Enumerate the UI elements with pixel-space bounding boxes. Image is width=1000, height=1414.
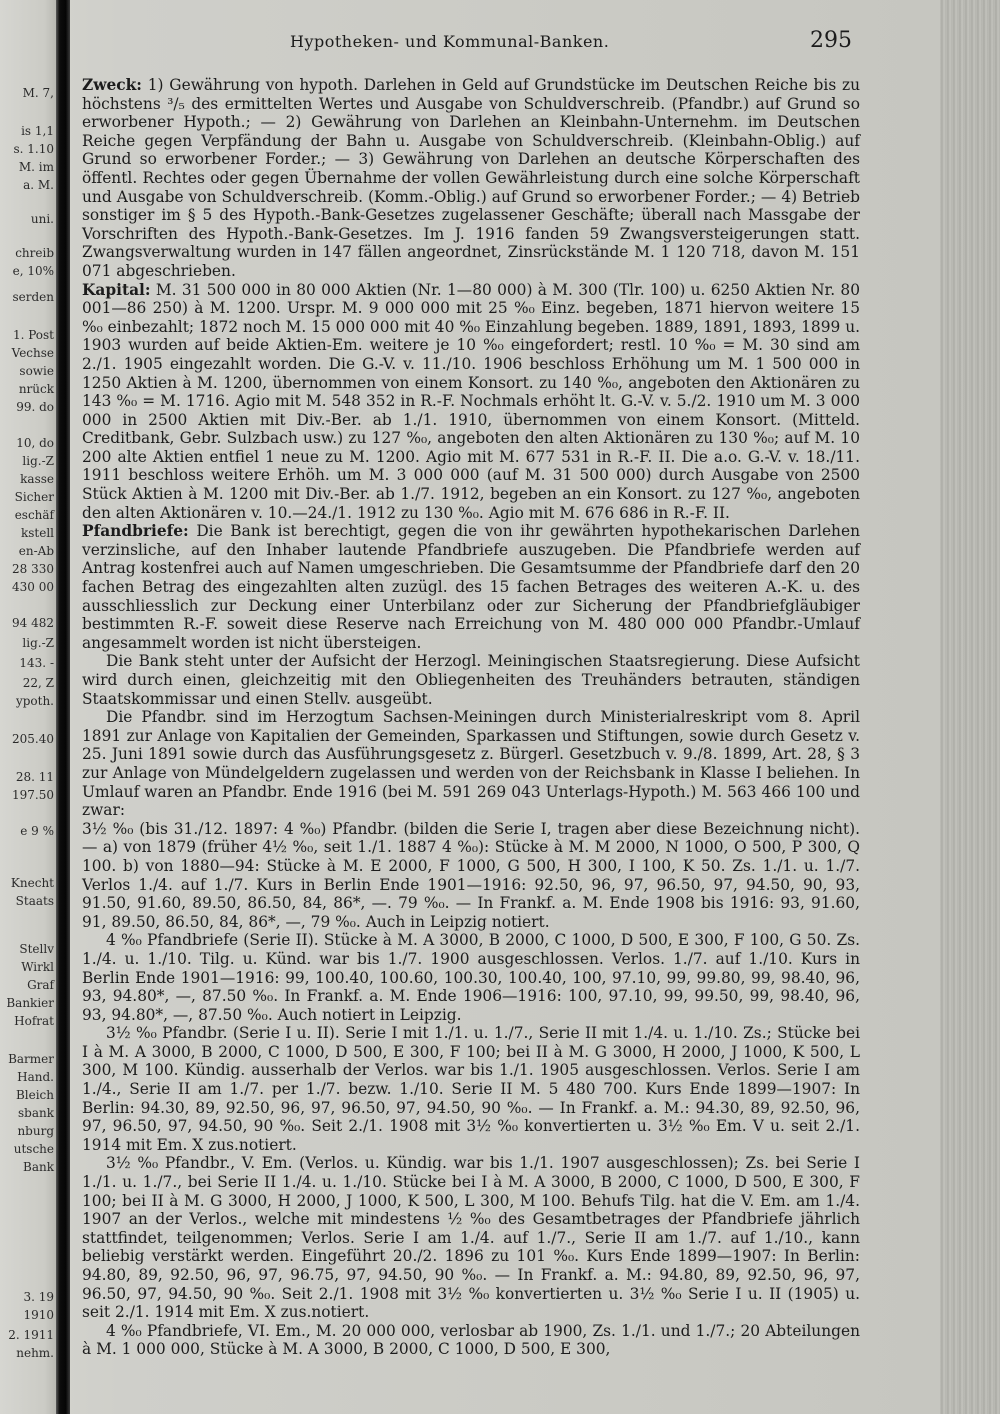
margin-fragment: a. M. <box>23 178 54 192</box>
margin-fragment: 94 482 <box>12 616 54 630</box>
paragraph-aufsicht: Die Bank steht unter der Aufsicht der Herzogl. Meiningischen Staatsregierung. Diese Aufsicht wird durch einen, gleichzeitig mit den Obliegenheiten des Treuhänders betrauten, ständigen Staatskommissar und einen Stellv. ausgeübt. <box>82 652 860 708</box>
margin-fragment: 197.50 <box>12 788 54 802</box>
margin-fragment: Bankier <box>6 996 54 1010</box>
margin-fragment: nehm. <box>16 1346 54 1360</box>
margin-fragment: 99. do <box>16 400 54 414</box>
page-number: 295 <box>810 28 852 53</box>
margin-fragment: Bleich <box>15 1088 54 1102</box>
margin-fragment: Vechse <box>11 346 54 360</box>
margin-fragment: Bank <box>23 1160 54 1174</box>
paragraph-mündelgeld: Die Pfandbr. sind im Herzogtum Sachsen-Meiningen durch Ministerialreskript vom 8. April 1891 zur Anlage von Kapitalien der Gemeinden, Sparkassen und Stiftungen, sowie durch Gesetz v. 25. Juni 1891 sowie durch das Ausführungsgesetz z. Bürgerl. Gesetzbuch v. 9./8. 1899, Art. 28, § 3 zur Anlage von Mündelgeldern zugelassen und werden von der Reichsbank in Klasse I beliehen. In Umlauf waren an Pfandbr. Ende 1916 (bei M. 591 269 043 Unterlags-Hypoth.) M. 563 466 100 und zwar: <box>82 708 860 820</box>
margin-fragment: Sicher <box>14 490 54 504</box>
margin-fragment: lig.-Z <box>22 454 54 468</box>
section-label: Kapital: <box>82 280 151 299</box>
paragraph-serie-i: 3½ %₀ (bis 31./12. 1897: 4 %₀) Pfandbr. (bilden die Serie I, tragen aber diese Bezeichnung nicht). — a) von 1879 (früher 4½ %₀, seit 1./1. 1887 4 %₀): Stücke à M. M 2000, N 1000, O 500, P 300, Q 100. b) von 1880—94: Stücke à M. E 2000, F 1000, G 500, H 300, I 100, K 50. Zs. 1./1. u. 1./7. Verlos 1./4. auf 1./7. Kurs in Berlin Ende 1901—1916: 92.50, 96, 97, 96.50, 97, 94.50, 90, 93, 91.50, 91.60, 89.50, 86.50, 84, 86*, —. 79 %₀. — In Frankf. a. M. Ende 1908 bis 1916: 93, 91.60, 91, 89.50, 86.50, 84, 86*, —, 79 %₀. Auch in Leipzig notiert. <box>82 819 860 931</box>
margin-fragment: s. 1.10 <box>13 142 54 156</box>
paragraph-pfandbriefe: Pfandbriefe: Die Bank ist berechtigt, gegen die von ihr gewährten hypothekarischen Darlehen verzinsliche, auf den Inhaber lautende Pfandbriefe auszugeben. Die Pfandbriefe werden auf Antrag kostenfrei auch auf Namen umgeschrieben. Die Gesamtsumme der Pfandbriefe darf den 20 fachen Betrag des eingezahlten alten zuzügl. des 15 fachen Betrages des weiteren A.-K. u. des ausschliesslich zur Deckung einer Unterbilanz oder zur Sicherung der Pfandbriefgläubiger bestimmten R.-F. soweit diese Reserve nach Erreichung von M. 480 000 000 Pfandbr.-Umlauf angesammelt worden ist nicht übersteigen. <box>82 522 860 652</box>
margin-fragment: en-Ab <box>18 544 54 558</box>
margin-fragment: chreib <box>15 246 54 260</box>
paragraph-serie-ii: 4 %₀ Pfandbriefe (Serie II). Stücke à M. A 3000, B 2000, C 1000, D 500, E 300, F 100, G 50. Zs. 1./4. u. 1./10. Tilg. u. Künd. war bis 1./7. 1900 ausgeschlossen. Verlos. 1./7. auf 1./10. Kurs in Berlin Ende 1901—1916: 99, 100.40, 100.60, 100.30, 100.40, 100, 97.10, 99, 99.80, 99, 98.40, 96, 93, 94.80*, —, 87.50 %₀. In Frankf. a. M. Ende 1906—1916: 100, 97.10, 99, 99.50, 99, 98.40, 96, 93, 94.80*, —, 87.50 %₀. Auch notiert in Leipzig. <box>82 931 860 1024</box>
margin-fragment: ypoth. <box>15 694 54 708</box>
margin-fragment: serden <box>12 290 54 304</box>
margin-fragment: 1910 <box>23 1308 54 1322</box>
margin-fragment: eschäf <box>14 508 54 522</box>
margin-fragment: 28. 11 <box>15 770 54 784</box>
running-head: Hypotheken- und Kommunal-Banken. <box>290 32 610 51</box>
margin-fragment: nburg <box>17 1124 54 1138</box>
margin-fragment: 1. Post <box>12 328 54 342</box>
section-label: Zweck: <box>82 76 142 94</box>
margin-fragment: 430 00 <box>12 580 54 594</box>
book-spine-shadow <box>56 0 70 1414</box>
margin-fragment: sbank <box>18 1106 54 1120</box>
margin-fragment: uni. <box>30 212 54 226</box>
margin-fragment: Barmer <box>8 1052 54 1066</box>
margin-fragment: Wirkl <box>21 960 54 974</box>
margin-fragment: 28 330 <box>12 562 54 576</box>
margin-fragment: Stellv <box>19 942 54 956</box>
margin-fragment: lig.-Z <box>22 636 54 650</box>
paragraph-kapital: Kapital: M. 31 500 000 in 80 000 Aktien (Nr. 1—80 000) à M. 300 (Tlr. 100) u. 6250 Aktien Nr. 80 001—86 250) à M. 1200. Urspr. M. 9 000 000 mit 25 %₀ Einz. begeben, 1871 hiervon weitere 15 %₀ einbezahlt; 1872 noch M. 15 000 000 mit 40 %₀ Einzahlung begeben. 1889, 1891, 1893, 1899 u. 1903 wurden auf beide Aktien-Em. weitere je 10 %₀ eingefordert; restl. 10 %₀ = M. 30 sind am 2./1. 1905 eingezahlt worden. Die G.-V. v. 11./10. 1906 beschloss Erhöhung um M. 1 500 000 in 1250 Aktien à M. 1200, übernommen von einem Konsort. zu 140 %₀, angeboten den Aktionären zu 143 %₀ = M. 1716. Agio mit M. 548 352 in R.-F. Nochmals erhöht lt. G.-V. v. 5./2. 1910 um M. 3 000 000 in 2500 Aktien mit Div.-Ber. ab 1./1. 1910, übernommen von einem Konsort. (Mitteld. Creditbank, Gebr. Sulzbach usw.) zu 127 %₀, angeboten den alten Aktionären zu 130 %₀; auf M. 10 200 alte Aktien entfiel 1 neue zu M. 1200. Agio mit M. 677 531 in R.-F. II. Die a.o. G.-V. v. 18./11. 1911 beschloss weitere Erhöh. um M. 3 000 000 (auf M. 31 500 000) durch Ausgabe von 2500 Stück Aktien à M. 1200 mit Div.-Ber. ab 1./7. 1912, begeben an ein Konsort. zu 127 %₀, angeboten den alten Aktionären v. 10.—24./1. 1912 zu 130 %₀. Agio mit M. 676 686 in R.-F. II. <box>82 280 861 522</box>
margin-fragment: sowie <box>19 364 54 378</box>
margin-fragment: kstell <box>20 526 54 540</box>
margin-fragment: 2. 1911 <box>8 1328 54 1342</box>
paragraph-serie-i-ii: 3½ %₀ Pfandbr. (Serie I u. II). Serie I mit 1./1. u. 1./7., Serie II mit 1./4. u. 1./10. Zs.; Stücke bei I à M. A 3000, B 2000, C 1000, D 500, E 300, F 100; bei II à M. G 3000, H 2000, J 1000, K 500, L 300, M 100. Kündig. ausserhalb der Verlos. war bis 1./1. 1905 ausgeschlossen. Verlos. Serie I am 1./4., Serie II am 1./7. per 1./7. bezw. 1./10. Serie II M. 5 480 700. Kurs Ende 1899—1907: In Berlin: 94.30, 89, 92.50, 96, 97, 96.50, 97, 94.50, 90 %₀. — In Frankf. a. M.: 94.30, 89, 92.50, 96, 97, 96.50, 97, 94.50, 90 %₀. Seit 2./1. 1908 mit 3½ %₀ konvertierten u. 3½ %₀ Em. V u. seit 2./1. 1914 mit Em. X zus.notiert. <box>82 1024 860 1154</box>
paragraph-v-em: 3½ %₀ Pfandbr., V. Em. (Verlos. u. Kündig. war bis 1./1. 1907 ausgeschlossen); Zs. bei Serie I 1./1. u. 1./7., bei Serie II 1./4. u. 1./10. Stücke bei I à M. A 3000, B 2000, C 1000, D 500, E 300, F 100; bei II à M. G 3000, H 2000, J 1000, K 500, L 300, M 100. Behufs Tilg. hat die V. Em. am 1./4. 1907 an der Verlos., welche mit mindestens ½ %₀ des Gesamtbetrages der Pfandbriefe jährlich stattfindet, teilgenommen; Verlos. Serie I am 1./4. auf 1./7., Serie II am 1./7. auf 1./10., kann beliebig verstärkt werden. Eingeführt 20./2. 1896 zu 101 %₀. Kurs Ende 1899—1907: In Berlin: 94.80, 89, 92.50, 96, 97, 96.75, 97, 94.50, 90 %₀. — In Frankf. a. M.: 94.80, 89, 92.50, 96, 97, 96.50, 97, 94.50, 90 %₀. Seit 2./1. 1908 mit 3½ %₀ konvertierten u. 3½ %₀ Serie I u. II (1905) u. seit 2./1. 1914 mit Em. X zus.notiert. <box>82 1154 860 1322</box>
margin-fragment: is 1,1 <box>21 124 54 138</box>
margin-fragment: 10, do <box>16 436 54 450</box>
margin-fragment: Staats <box>15 894 54 908</box>
section-label: Pfandbriefe: <box>82 522 189 541</box>
margin-fragment: 22, Z <box>22 676 54 690</box>
margin-fragment: 143. - <box>19 656 54 670</box>
margin-fragment: 3. 19 <box>23 1290 54 1304</box>
margin-fragment: Hand. <box>17 1070 54 1084</box>
page-header <box>80 30 860 54</box>
margin-fragment: M. im <box>18 160 54 174</box>
body-text <box>82 76 860 1359</box>
page-edge <box>940 0 1000 1414</box>
paragraph-zweck: Zweck: 1) Gewährung von hypoth. Darlehen in Geld auf Grundstücke im Deutschen Reiche bis zu höchstens ³/₅ des ermittelten Wertes und Ausgabe von Schuldverschreib. (Pfandbr.) auf Grund so erworbener Hypoth.; — 2) Gewährung von Darlehen an Kleinbahn-Unternehm. im Deutschen Reiche gegen Verpfändung der Bahn u. Ausgabe von Schuldverschreib. (Kleinbahn-Oblig.) auf Grund so erworbener Forder.; — 3) Gewährung von Darlehen an deutsche Körperschaften des öffentl. Rechtes oder gegen Übernahme der vollen Gewährleistung durch eine solche Körperschaft und Ausgabe von Schuldverschreib. (Komm.-Oblig.) auf Grund so erworbener Forder.; — 4) Betrieb sonstiger im § 5 des Hypoth.-Bank-Gesetzes zugelassener Geschäfte; überall nach Massgabe der Vorschriften des Hypoth.-Bank-Gesetzes. Im J. 1916 fanden 59 Zwangsversteigerungen statt. Zwangsverwaltung wurden in 147 fällen angeordnet, Zinsrückstände M. 1 120 718, davon M. 151 071 abgeschrieben. <box>82 76 860 280</box>
margin-fragment: Hofrat <box>14 1014 54 1028</box>
margin-fragment: nrück <box>18 382 54 396</box>
margin-fragment: e 9 % <box>20 824 54 838</box>
facing-page-fragment <box>0 0 56 1414</box>
margin-fragment: 205.40 <box>12 732 54 746</box>
margin-fragment: e, 10% <box>12 264 54 278</box>
margin-fragment: kasse <box>20 472 54 486</box>
margin-fragment: Graf <box>27 978 54 992</box>
paragraph-vi-em: 4 %₀ Pfandbriefe, VI. Em., M. 20 000 000, verlosbar ab 1900, Zs. 1./1. und 1./7.; 20 Abteilungen à M. 1 000 000, Stücke à M. A 3000, B 2000, C 1000, D 500, E 300, <box>82 1321 860 1359</box>
margin-fragment: Knecht <box>10 876 54 890</box>
margin-fragment: M. 7, <box>22 86 54 100</box>
margin-fragment: utsche <box>13 1142 54 1156</box>
